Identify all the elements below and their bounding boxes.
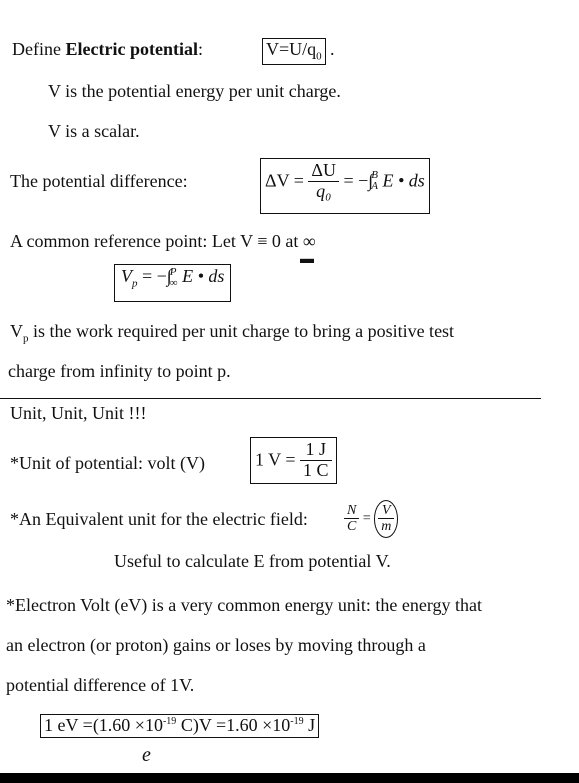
potential-definition-formula: V=U/q: [266, 39, 317, 59]
one-volt: 1 V =: [255, 449, 296, 470]
useful-note: Useful to calculate E from potential V.: [114, 551, 391, 571]
electron-volt-line1: *Electron Volt (eV) is a very common energy unit: the energy that: [6, 595, 483, 615]
integrand: E • ds: [382, 170, 425, 191]
define-line: [12, 40, 203, 60]
field-equals: =: [362, 511, 371, 527]
volt: V: [378, 503, 394, 519]
one-joule: 1 J: [300, 440, 332, 461]
ev-part-1: 1 eV =(1.60 ×10: [44, 715, 163, 735]
integral-sign: = −∫: [343, 170, 374, 191]
pen-mark: ▬: [300, 252, 314, 267]
potential-difference-equation: [260, 158, 430, 214]
newton-per-coulomb: [344, 503, 359, 535]
vp-subscript: p: [132, 277, 138, 290]
upper-limit: B: [371, 169, 378, 182]
vp-label-subscript: p: [23, 332, 29, 345]
coulomb: C: [347, 519, 357, 535]
formula-subscript: 0: [316, 50, 322, 63]
lower-limit: A: [371, 180, 378, 193]
work-statement-text: is the work required per unit charge to bring a positive test: [33, 321, 455, 341]
work-statement-line2: charge from infinity to point p.: [8, 361, 231, 381]
bottom-border: [0, 773, 579, 783]
unit-of-potential: *Unit of potential: volt (V): [10, 453, 205, 473]
define-colon: :: [197, 39, 203, 59]
meter: m: [381, 519, 392, 535]
newton: N: [344, 503, 359, 519]
volt-definition: [250, 437, 337, 484]
electron-volt-equation: [40, 714, 319, 738]
handwritten-e: e: [142, 744, 151, 766]
define-period: .: [330, 39, 335, 59]
vp-upper-limit: P: [169, 266, 177, 278]
section-divider: [0, 398, 541, 399]
ev-part-3: J: [303, 715, 316, 735]
delta-u: ΔU: [308, 161, 339, 182]
ev-part-2: C)V =1.60 ×10: [176, 715, 291, 735]
volt-per-meter: [374, 500, 398, 538]
vp-symbol: V: [121, 266, 132, 287]
potential-energy-statement: V is the potential energy per unit charge.: [48, 81, 341, 101]
vp-integral: = −∫: [142, 266, 172, 287]
electron-volt-line2: an electron (or proton) gains or loses by moving through a: [6, 635, 426, 655]
work-statement-line1: [10, 322, 454, 345]
define-term: Electric potential: [65, 39, 198, 59]
scalar-statement: V is a scalar.: [48, 121, 140, 141]
equivalent-unit-line: *An Equivalent unit for the electric field:: [10, 509, 308, 529]
potential-difference-label: The potential difference:: [10, 171, 188, 191]
unit-heading: Unit, Unit, Unit !!!: [10, 403, 147, 423]
q-zero: q₀: [316, 180, 332, 201]
reference-point-line: A common reference point: Let V ≡ 0 at ∞: [10, 231, 316, 251]
potential-definition-box: [262, 38, 326, 65]
ev-exponent-2: -19: [290, 716, 304, 727]
define-prefix: Define: [12, 39, 66, 59]
electron-volt-line3: potential difference of 1V.: [6, 675, 195, 695]
vp-equation: [114, 264, 231, 302]
vp-lower-limit: ∞: [169, 277, 178, 289]
field-units: [344, 500, 398, 538]
delta-u-over-q: [308, 161, 339, 202]
joule-per-coulomb: [300, 440, 332, 481]
delta-v: ΔV =: [265, 170, 304, 191]
one-coulomb: 1 C: [303, 459, 329, 480]
vp-label: V: [10, 321, 23, 341]
ev-exponent-1: -19: [162, 716, 177, 727]
vp-integrand: E • ds: [182, 266, 225, 287]
